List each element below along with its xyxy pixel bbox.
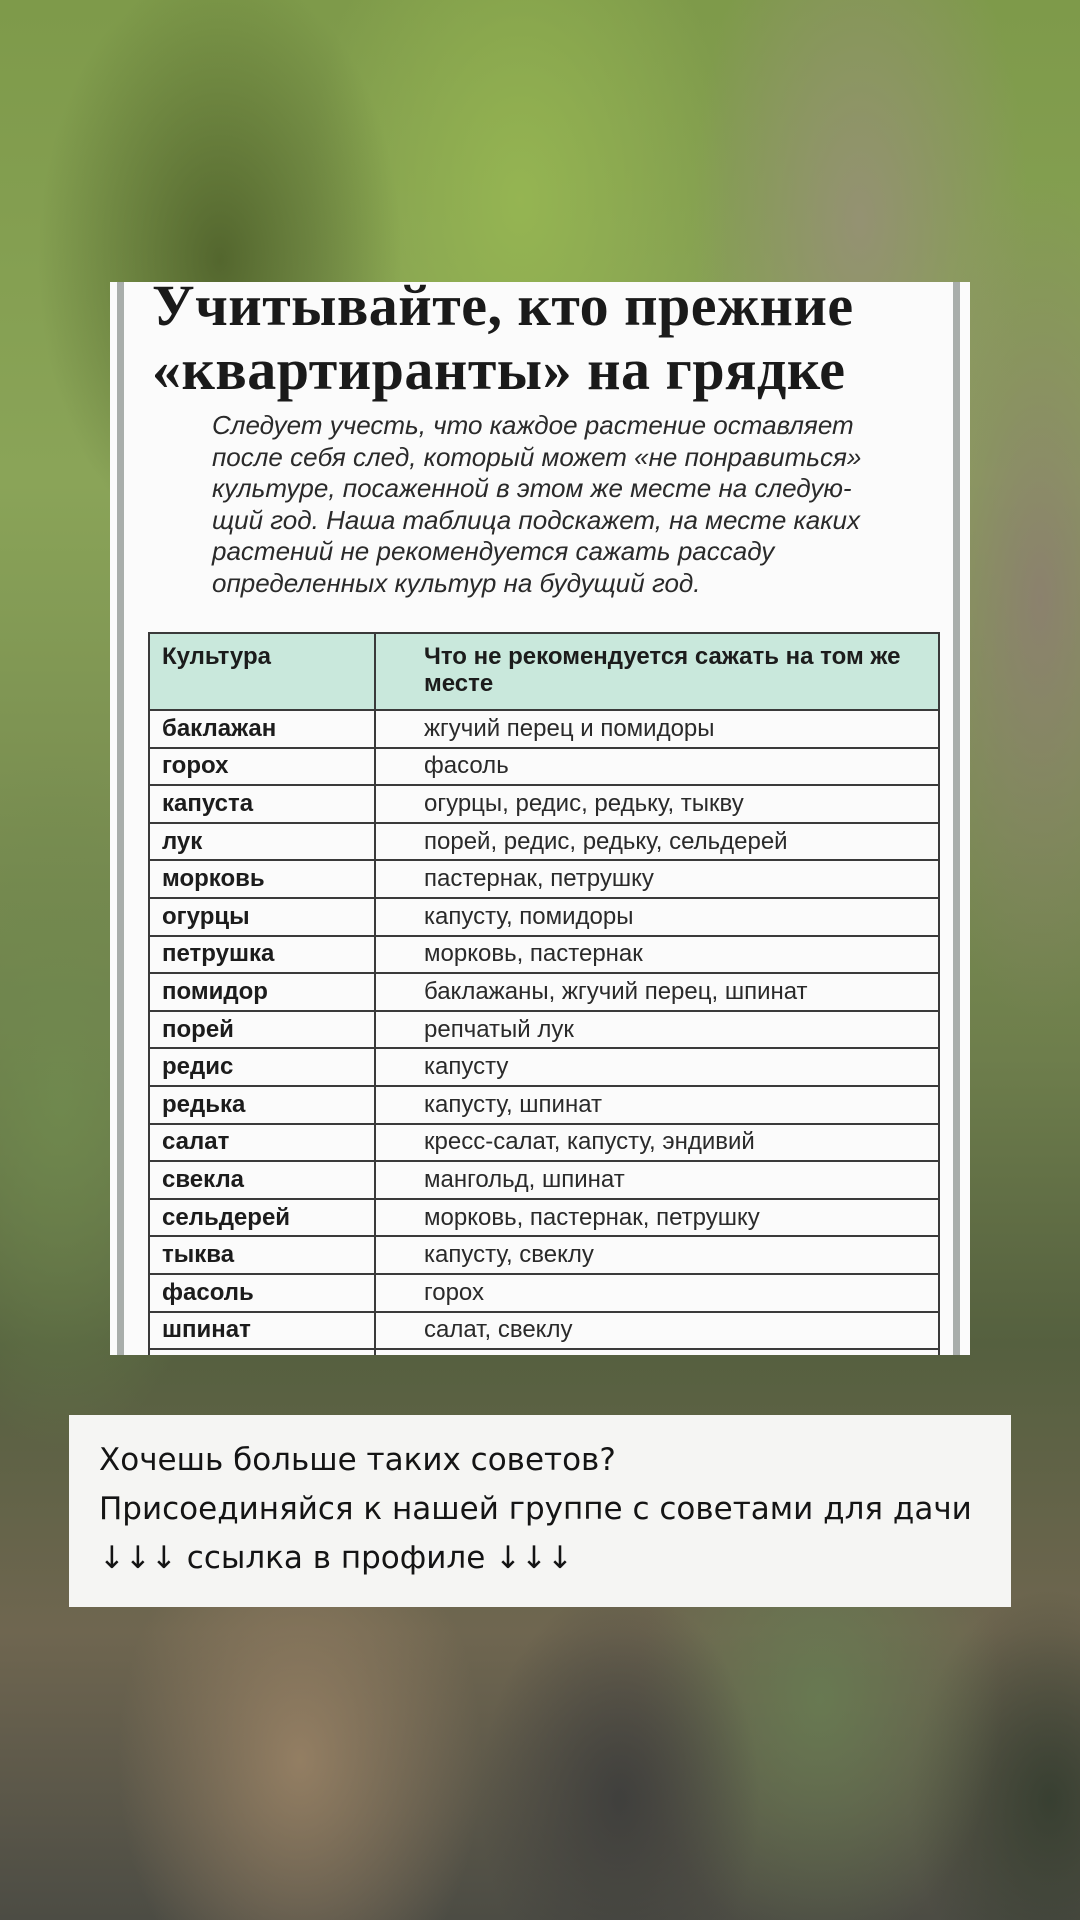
table-row [149, 860, 939, 898]
avoid-crops-cell: морковь, пастернак, петрушку [375, 1199, 939, 1237]
title-line: «квартиранты» на грядке [152, 337, 846, 402]
crop-name-cell: свекла [149, 1161, 375, 1199]
crop-name-cell: помидор [149, 973, 375, 1011]
avoid-crops-cell: баклажаны, жгучий перец, шпинат [375, 973, 939, 1011]
crop-name-cell: редис [149, 1048, 375, 1086]
table-header-row [149, 633, 939, 710]
avoid-crops-cell: фасоль [375, 748, 939, 786]
table-row [149, 1236, 939, 1274]
crop-name-cell: редька [149, 1086, 375, 1124]
table-row [149, 973, 939, 1011]
avoid-crops-cell: капусту [375, 1048, 939, 1086]
avoid-crops-cell: кресс-салат, капусту, эндивий [375, 1124, 939, 1162]
crop-name-cell: огурцы [149, 898, 375, 936]
intro-line: культуре, посаженной в этом же месте на следую- [212, 473, 852, 503]
crop-name-cell: порей [149, 1011, 375, 1049]
card-right-border [953, 282, 960, 1355]
table-row [149, 1199, 939, 1237]
avoid-crops-cell: огурцы, редис, редьку, тыкву [375, 785, 939, 823]
table-row [149, 1011, 939, 1049]
table-row [149, 898, 939, 936]
cta-invite: Присоединяйся к нашей группе с советами для дачи [99, 1491, 972, 1527]
table-row [149, 1048, 939, 1086]
avoid-crops-cell: мангольд, шпинат [375, 1161, 939, 1199]
table-row [149, 1161, 939, 1199]
cta-profile-link-hint: ↓↓↓ ссылка в профиле ↓↓↓ [99, 1540, 574, 1576]
title-line: Учитывайте, кто прежние [152, 282, 854, 338]
avoid-crops-cell: порей, редис, редьку, сельдерей [375, 823, 939, 861]
table-row [149, 710, 939, 748]
intro-line: определенных культур на будущий год. [212, 567, 701, 598]
crop-name-cell: петрушка [149, 936, 375, 974]
card-left-border [117, 282, 124, 1355]
intro-line: после себя след, который может «не понравиться» [212, 441, 862, 472]
table-row [149, 936, 939, 974]
avoid-crops-cell: горох [375, 1274, 939, 1312]
table-row [149, 1086, 939, 1124]
crop-name-cell: капуста [149, 785, 375, 823]
article-card [110, 282, 970, 1355]
table-row-cutoff [149, 1349, 939, 1355]
crop-name-cell: лук [149, 823, 375, 861]
avoid-crops-cell: салат, свеклу [375, 1312, 939, 1350]
crop-name-cell: морковь [149, 860, 375, 898]
crop-name-cell: фасоль [149, 1274, 375, 1312]
table-body [149, 710, 939, 1355]
intro-line: растений не рекомендуется сажать рассаду [212, 536, 775, 566]
avoid-crops-cell: капусту, шпинат [375, 1086, 939, 1124]
column-header-crop: Культура [149, 633, 375, 710]
cta-panel [69, 1415, 1011, 1607]
table-row [149, 823, 939, 861]
avoid-crops-cell: жгучий перец и помидоры [375, 710, 939, 748]
table-row [149, 1312, 939, 1350]
intro-line: щий год. Наша таблица подскажет, на месте каких [212, 504, 860, 535]
table-row [149, 1274, 939, 1312]
crop-name-cell: горох [149, 748, 375, 786]
article-intro [212, 410, 932, 599]
empty-cell [149, 1349, 375, 1355]
avoid-crops-cell: морковь, пастернак [375, 936, 939, 974]
crop-name-cell: баклажан [149, 710, 375, 748]
avoid-crops-cell: капусту, свеклу [375, 1236, 939, 1274]
crop-name-cell: шпинат [149, 1312, 375, 1350]
table-row [149, 1124, 939, 1162]
article-title [152, 282, 952, 402]
intro-line: Следует учесть, что каждое растение оставляет [212, 410, 854, 440]
empty-cell [375, 1349, 939, 1355]
table-row [149, 748, 939, 786]
cta-question: Хочешь больше таких советов? [99, 1442, 616, 1478]
table-row [149, 785, 939, 823]
crop-name-cell: салат [149, 1124, 375, 1162]
crop-name-cell: тыква [149, 1236, 375, 1274]
avoid-crops-cell: репчатый лук [375, 1011, 939, 1049]
crop-rotation-table [148, 632, 940, 1355]
avoid-crops-cell: капусту, помидоры [375, 898, 939, 936]
column-header-avoid: Что не рекомендуется сажать на том же месте [375, 633, 939, 710]
avoid-crops-cell: пастернак, петрушку [375, 860, 939, 898]
crop-name-cell: сельдерей [149, 1199, 375, 1237]
